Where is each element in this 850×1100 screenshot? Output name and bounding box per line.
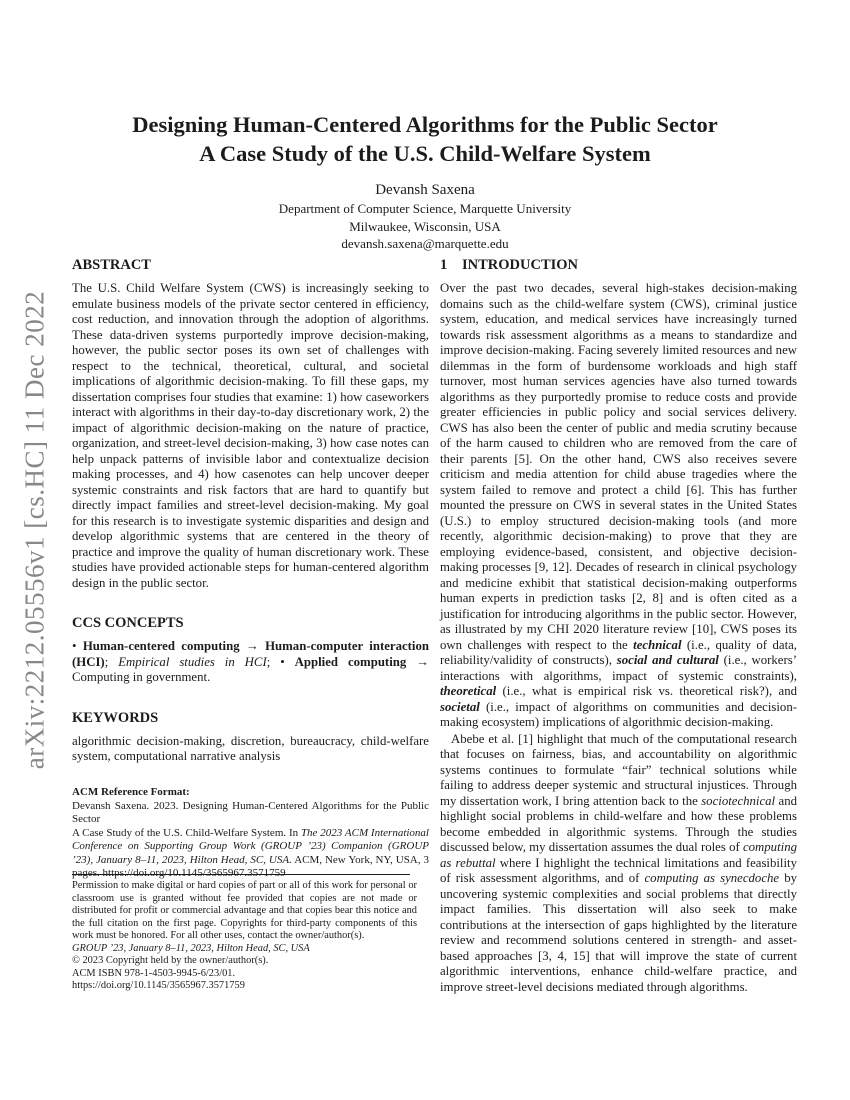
abstract-heading: ABSTRACT (72, 257, 151, 273)
ccs-heading: CCS CONCEPTS (72, 615, 184, 631)
right-column (440, 256, 797, 995)
paper-title (0, 110, 850, 168)
title-line-2: A Case Study of the U.S. Child-Welfare System (199, 141, 651, 166)
keywords-section (72, 709, 429, 765)
arxiv-watermark: arXiv:2212.05556v1 [cs.HC] 11 Dec 2022 (19, 290, 50, 770)
abstract-text: The U.S. Child Welfare System (CWS) is increasingly seeking to emulate business models of the private sector centered in efficiency, cost reduction, and innovation through the adoption of algorithms. These data-driven systems purportedly improve decision-making, however, the public sector poses its own set of challenges with respect to the technical, theoretical, cultural, and societal implications of algorithmic decision-making. To fill these gaps, my dissertation comprises four studies that examine: 1) how caseworkers interact with algorithms in their day-to-day discretionary work, 2) the impact of algorithmic decision-making on the nature of practice, organization, and street-level decision-making, 3) how case notes can help unpack patterns of invisible labor and contextualize decision making processes, and 4) how casenotes can help uncover deeper systemic constraints and risk factors that are hard to quantify but directly impact families and street-level decision-making. My goal for this research is to investigate systemic disparities and design and develop algorithmic systems that are centered in the theory of practice and improve the quality of human discretionary work. These studies have provided actionable steps for human-centered algorithm design in the public sector. (72, 281, 429, 590)
isbn-line: ACM ISBN 978-1-4503-9945-6/23/01. (72, 967, 236, 979)
footnote-divider (72, 874, 410, 875)
section-number: 1 (440, 257, 448, 273)
abstract-section (72, 256, 429, 591)
title-line-1: Designing Human-Centered Algorithms for the Public Sector (132, 112, 718, 137)
permission-text: Permission to make digital or hard copies of part or all of this work for personal or classroom use is granted without fee provided that copies are not made or distributed for profit or commercial advantage and that copies bear this notice and the full citation on the first page. Copyrights for third-party components of this work must be honored. For all other uses, contact the owner/author(s). (72, 880, 417, 941)
intro-paragraph-2: Abebe et al. [1] highlight that much of the computational research that focuses on fairness, bias, and accountability on algorithmic systems continues to formulate “fair” technical solutions while failing to address deeper systemic and structural injustices. Through my dissertation work, I bring attention back to the sociotechnical and highlight social problems in child-welfare and how these problems become embedded in algorithmic systems. Through the studies discussed below, my dissertation assumes the dual roles of computing as rebuttal where I highlight the technical limitations and feasibility of risk assessment algorithms, and of computing as synecdoche by uncovering systemic complexities and social problems that directly impact families. This dissertation will also seek to make contributions at the intersection of gaps highlighted by the literature review and recommend solutions centered in strength- and asset-based approaches [3, 4, 15] that will improve the state of current algorithmic interventions, enhance child-welfare practice, and improve street-level decisions mediated through algorithms. (440, 731, 798, 994)
acm-reference-heading: ACM Reference Format: (72, 785, 190, 798)
introduction-heading (440, 256, 797, 274)
keywords-heading: KEYWORDS (72, 709, 159, 726)
acm-reference-text[interactable]: Devansh Saxena. 2023. Designing Human-Centered Algorithms for the Public Sector A Case Study of the U.S. Child-Welfare System. In The 2023 ACM International Conference on Supporting Group Work (GROUP ’23) Companion (GROUP ’23), January 8–11, 2023, Hilton Head, SC, USA. ACM, New York, NY, USA, 3 pages. https://doi.org/10.1145/3565967.3571759 (72, 799, 429, 880)
section-title: INTRODUCTION (462, 257, 579, 273)
ccs-section (72, 614, 429, 686)
author-affiliation: Department of Computer Science, Marquette University (278, 201, 572, 216)
intro-paragraph-1: Over the past two decades, several high-stakes decision-making domains such as the child-welfare system (CWS), criminal justice system, education, and medical services have increasingly turned towards risk assessment algorithms as a means to standardize and improve decision-making. Facing severely limited resources and new dilemmas in the form of burdensome workloads and high staff turnover, most human services agencies have also turned towards algorithms as they purportedly promise to reduce costs and provide greater efficiencies in public policy and social services delivery. CWS has also been the center of public and media scrutiny because of the harm caused to children who are removed from the care of their parents [5]. On the other hand, CWS also receives severe criticism and media attention for child abuse tragedies where the system failed to remove and protect a child [6]. This has further mounted the pressure on CWS in several states in the United States (U.S.) to employ structured decision-making tools (and more recently, algorithmic decision-making) to prove that they are employing evidence-based, consistent, and objective decision-making processes [9, 12]. Decades of research in clinical psychology and medicine exhibit that statistical decision-making outperforms human experts in prediction tasks [2, 8] and is often cited as a justification for introducing algorithms in the public sector. However, as illustrated by my CHI 2020 literature review [10], CWS poses its own challenges with respect to the technical (i.e., quality of data, reliability/validity of constructs), social and cultural (i.e., workers’ interactions with algorithms, impact of systemic constraints), theoretical (i.e., what is empirical risk vs. theoretical risk?), and societal (i.e., impact of algorithms on communities and decision-making ecosystem) implications of algorithmic decision-making. (440, 281, 797, 729)
ccs-text: • Human-centered computing → Human-computer interaction (HCI); Empirical studies in HCI; • Applied computing → Computing in government. (72, 639, 429, 684)
paper-header (0, 0, 850, 253)
left-column (72, 256, 429, 881)
author-name: Devansh Saxena (375, 182, 475, 198)
author-block (0, 181, 850, 253)
copyright-footnote (72, 874, 417, 993)
copyright-line: © 2023 Copyright held by the owner/author(s). (72, 955, 269, 966)
author-location: Milwaukee, Wisconsin, USA (349, 218, 501, 234)
venue-line: GROUP ’23, January 8–11, 2023, Hilton Head, SC, USA (72, 942, 310, 954)
doi-link[interactable]: https://doi.org/10.1145/3565967.3571759 (72, 980, 245, 991)
introduction-section (440, 256, 797, 995)
acm-reference-section (72, 785, 429, 882)
author-email[interactable]: devansh.saxena@marquette.edu (341, 236, 509, 251)
keywords-text: algorithmic decision-making, discretion, bureaucracy, child-welfare system, computational narrative analysis (72, 733, 429, 763)
